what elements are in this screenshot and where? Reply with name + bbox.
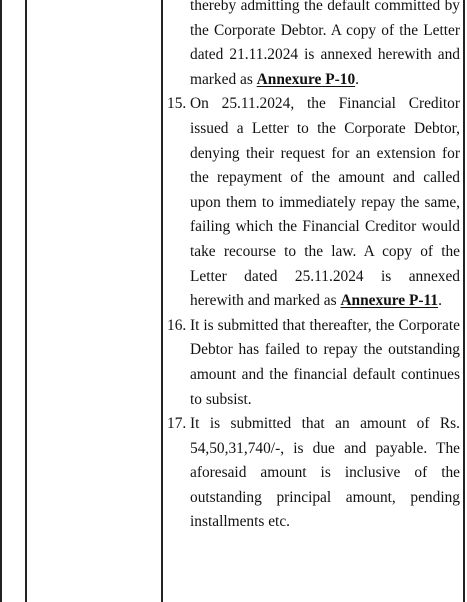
paragraph-number: 15. — [167, 95, 187, 113]
paragraph-14-continuation: thereby admitting the default committed by the Corporate Debtor. A copy of the Letter dated 21.11.2024 is annexed herewith and marked as Annexure P-10. — [167, 0, 460, 92]
table-border-left — [0, 0, 2, 602]
table-column-divider-2 — [161, 0, 163, 602]
paragraph-text: It is submitted that thereafter, the Corporate Debtor has failed to repay the outstanding amount and the financial default continues to subsist. — [190, 316, 460, 408]
paragraph-17 — [167, 412, 460, 535]
paragraph-text: On 25.11.2024, the Financial Creditor issued a Letter to the Corporate Debtor, denying their request for an extension for the repayment of the amount and called upon them to immediately repay the same, failing which the Financial Creditor would take recourse to the law. A copy of the Letter dated 25.11.2024 is annexed herewith and marked as — [190, 95, 460, 310]
paragraph-text: thereby admitting the default committed by the Corporate Debtor. A copy of the Letter dated 21.11.2024 is annexed herewith and marked as — [190, 0, 460, 88]
table-border-right — [463, 0, 465, 602]
annexure-reference: Annexure P-10 — [256, 70, 356, 88]
table-cell-content — [167, 0, 460, 535]
paragraph-number: 17. — [167, 415, 187, 433]
paragraph-text: It is submitted that an amount of Rs. 54,50,31,740/-, is due and payable. The aforesaid amount is inclusive of the outstanding principal amount, pending installments etc. — [190, 415, 460, 531]
paragraph-16 — [167, 314, 460, 412]
annexure-reference: Annexure P-11 — [340, 292, 439, 310]
paragraph-15: 15. On 25.11.2024, the Financial Creditor issued a Letter to the Corporate Debtor, denying their request for an extension for the repayment of the amount and called upon them to immediately repay the same, failing which the Financial Creditor would take recourse to the law. A copy of the Letter dated 25.11.2024 is annexed herewith and marked as Annexure P-11. — [167, 92, 460, 313]
paragraph-number: 16. — [167, 316, 187, 334]
table-column-divider-1 — [25, 0, 27, 602]
